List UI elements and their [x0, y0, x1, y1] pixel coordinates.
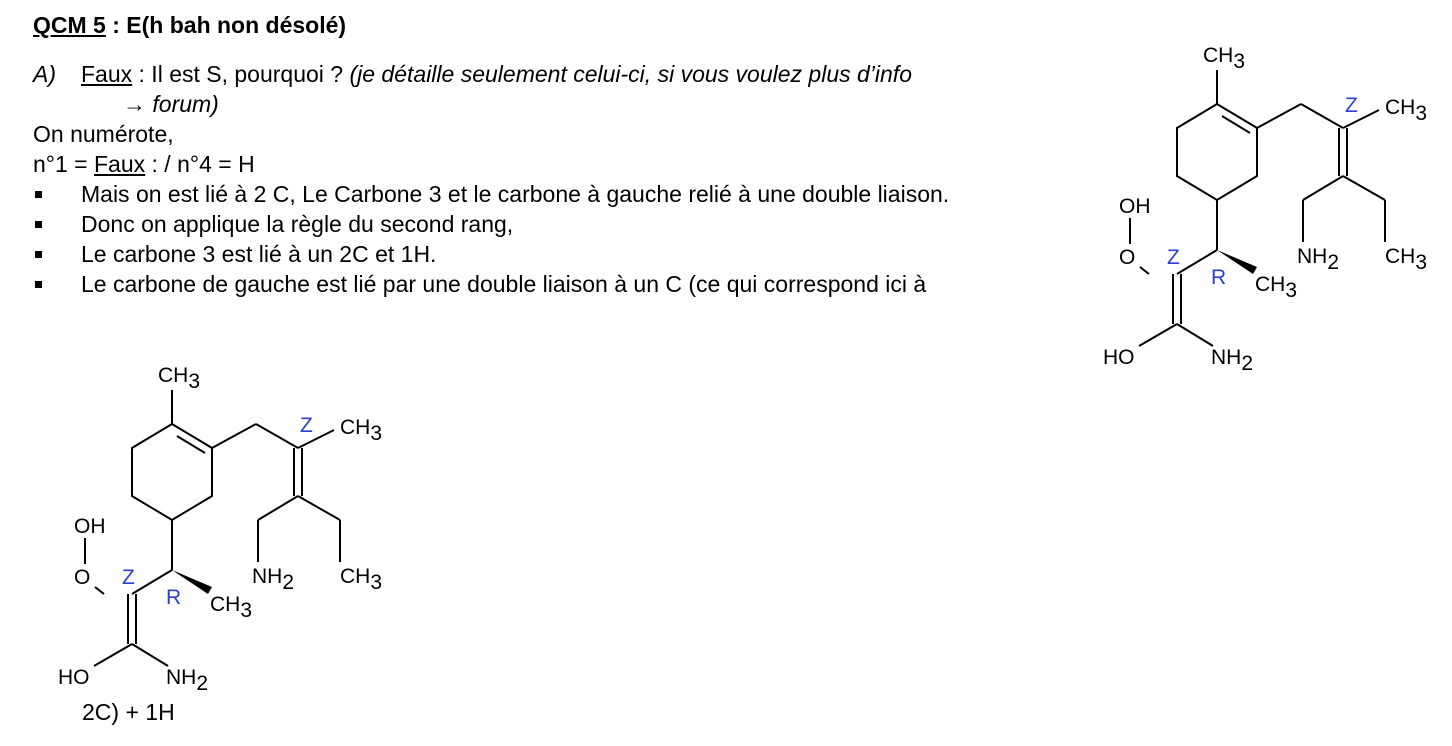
label-ch3: CH3 [340, 416, 383, 445]
label-ch3: CH3 [340, 565, 383, 594]
label-ho: HO [58, 666, 90, 689]
bullet-item [33, 269, 1073, 299]
bullet-text: Le carbone de gauche est lié par une double liaison à un C (ce qui correspond ici à [81, 271, 927, 297]
label-ch3: CH3 [1385, 96, 1428, 125]
bullet-item [33, 209, 1073, 239]
line-n1-verdict: Faux [94, 151, 146, 177]
line-n1 [33, 149, 1073, 179]
question-a-aside: (je détaille seulement celui-ci, si vous voulez plus d’info [349, 61, 912, 87]
line-numerote: On numérote, [33, 121, 174, 147]
bullet-square-icon [35, 251, 42, 258]
label-ho: HO [1103, 346, 1135, 369]
label-ch3: CH3 [158, 364, 201, 393]
molecule-diagram-right [1095, 38, 1445, 378]
line-n1-prefix: n°1 = [33, 151, 94, 177]
stereo-r-label: R [166, 586, 182, 609]
label-nh2: NH2 [252, 565, 295, 594]
molecule-diagram-left [50, 358, 400, 698]
label-ch3: CH3 [210, 593, 253, 622]
qcm-number: QCM 5 [33, 12, 106, 38]
label-ch3: CH3 [1385, 245, 1428, 274]
footer-text: 2C) + 1H [82, 699, 175, 725]
label-ch3: CH3 [1255, 273, 1298, 302]
bullet-list [33, 179, 1073, 299]
label-nh2: NH2 [1297, 245, 1340, 274]
label-oh: OH [74, 515, 106, 538]
stereo-z-label: Z [300, 414, 313, 437]
label-o: O [1119, 246, 1136, 269]
title-text: : E(h bah non désolé) [105, 12, 347, 38]
question-a-label: A) [33, 61, 56, 87]
stereo-z-label: Z [1167, 246, 1180, 269]
bullet-square-icon [35, 191, 42, 198]
bullet-item [33, 239, 1073, 269]
page-title [33, 10, 1073, 44]
question-a [33, 59, 1073, 119]
bullet-square-icon [35, 281, 42, 288]
question-a-aside-continued: → forum) [123, 91, 219, 117]
bullet-square-icon [35, 221, 42, 228]
label-o: O [74, 566, 91, 589]
bullet-text: Donc on applique la règle du second rang, [81, 211, 514, 237]
bullet-text: Le carbone 3 est lié à un 2C et 1H. [81, 241, 437, 267]
label-oh: OH [1119, 195, 1151, 218]
label-ch3: CH3 [1203, 44, 1246, 73]
stereo-z-label: Z [122, 566, 135, 589]
bullet-text: Mais on est lié à 2 C, Le Carbone 3 et le carbone à gauche relié à une double liaison. [81, 181, 950, 207]
question-a-verdict: Faux [81, 61, 133, 87]
label-nh2: NH2 [166, 666, 209, 695]
bullet-item [33, 179, 1073, 209]
question-a-text: : Il est S, pourquoi ? [132, 61, 350, 87]
line-n1-suffix: : / n°4 = H [145, 151, 255, 177]
stereo-r-label: R [1211, 266, 1227, 289]
stereo-z-label: Z [1345, 94, 1358, 117]
document-body [33, 10, 1073, 299]
label-nh2: NH2 [1211, 346, 1254, 375]
